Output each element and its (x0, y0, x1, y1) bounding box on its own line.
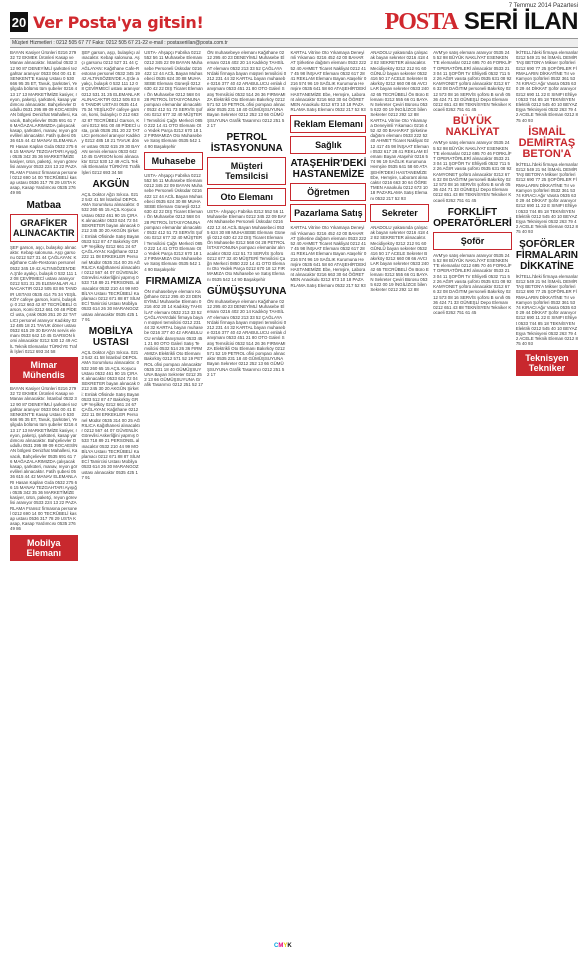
section-firmamiza: FIRMAMIZA (145, 275, 202, 287)
column-8 (516, 50, 578, 930)
column-4 (207, 50, 286, 930)
section-matbaa: Matbaa (26, 199, 61, 211)
box-muhasebe (144, 152, 203, 170)
ogretmen-heading: Öğretmen (307, 187, 350, 198)
sekreter-heading: Sekreter (381, 207, 418, 218)
sofor-heading: Şoför (460, 235, 485, 246)
section-akgun: AKGÜN (92, 178, 130, 190)
box-grafiker (10, 214, 78, 242)
contact-line: Müşteri Hizmetleri : 0212 505 67 77 Faks: 0212 505 67 21-22 e-mail : postaseriilan@posta.com.tr (10, 38, 578, 47)
posta-seri-ilan-logo (385, 10, 578, 34)
column-text: AÇIL Doktor Ağzı Sıkıca. 0212 542 41 58 İstanbul DEPOLAMA Sorumlusu alınacaktır. 0532 260 65 15 AÇIL Koşucu Ustası 0532 461 90 15 ÇIRAK alınacaktır 0533 624 72 04 SEKRETER bayan alınacak 0212 245 30 20 AKGÜN Şirketi: Emlak Ofisinde Satış Bayan 0533 512 87 47 Bakırköy GRUP Yeşilköy 0212 661 24 67 ÇAĞLAYAN: Kağıthane 0212 222 11 08 ERKEKLER Personel Müdür 0535 314 00 25 AĞRILICA Kağıthanesi alınacaktır 0212 567 44 07 GÜVENLİK Görevlisi Askerliğini yapmış 0533 718 89 21 PERSONEL alınacaktır 0532 210 44 99 MOBİLYA Ustası TECRÜBELİ Kaplamacı 0212 671 88 87 SİLMECİ Tamircisi Ustası Mobilya 0533 614 26 30 MARANGOZ ustası alınacaktır 0535 425 17 91 (81, 191, 141, 322)
column-text: KARTAL Vitrine Oto Yıkamaya Deneyimli Yıkamacı 0216 452 42 00 BAHARAT Şirketine dağıtım elemanı 0533 222 52 40 AHMET Ticaret Nakliyat 0212 417 45 98 İNŞAAT Elemanı 0532 617 28 41 REKLAM Elemanı Bayan Ataşehir 0216 574 96 19 SAĞLIK Kurumuna Hemşire 0535 641 58 60 ATAŞEHİR'DEKİ HASTANEMİZE Ebe, Hemşire, Laborant alınacaktır 0216 663 30 64 ÖĞRETMEN Anaokulu 0212 673 10 18 PAZARLAMA Satış Elemanı 0532 217 52 93 (370, 117, 429, 201)
section-atasehir: ATAŞEHİR'DEKİ HASTANEMİZE (290, 158, 367, 181)
column-text: BAYAN Kasiyer Ürünleri 0216 279 32 72 EKMEK Ürünleri Kasap ve Manav alınacaktır. İstanbul 0532 312 90 87 DENEYİMLİ şarküteri tezgahtar aranıyor 0533 064 00 41 ESENKENT'E Kasap Ustası 0 530 666 95 35 ET, Tavuk, Şarküteri, Yeşilgıda bölümü tüm şubeler 0216 413 17 13 MARKETİMİZE kasiyer, reyon, paketçi, şarküteri, kasap yardımcısı alınacaktır. Bahçelievler Dudullu 0531 295 89 09 KOCAESİNAN bölgesi Denizhat Mahallesi, Kavacık, Bahçelievler 0535 691 61 76 MAĞAZALARIMIZDA çalışacak kasap, şarküteri, manav, reyon görevlileri alınacaktır. Fatih şubesi 0536 615 44 42 MANAV ELEMANLARI Hasan Kaplan Gıda 0532 275 66 15 MANAV TEZGAHTARI Ayışığı 0535 342 35 36 MARKETİMİZE kasiyer, ürün, paketçi, reyon görevlisi aranıyor 0533 224 13 22 PAZARLAMA Fransız firmasına personel 0212 690 14 00 TECRÜBELİ kasap ustası 0536 317 78 29 USTA Kasap, Kasap Yardımcısı 0535 276 49 86 (10, 50, 78, 196)
saglik-heading: Sağlık (315, 140, 342, 151)
column-text: ANADOLU yakasında çalışacak bayan sekreter 0216 418 42 82 SEKRETER alınacaktır. Mecidiyeköy 0212 212 91 60 GÜNLÜ bayan sekreter 0532 416 50 17 ACELE Sekreter Bakırköy 0212 660 08 66 AVCILAR bayan sekreter 0533 240 42 65 TECRÜBELİ Ön Büro Elemanı 0212 555 66 01 BAYAN Sekreter Çeviri Bürosu 0535 622 00 19 İNGİLİZCE bilen Sekreter 0212 292 12 88 (370, 50, 429, 118)
box-sekreter (370, 204, 429, 222)
column-text: ÖN muhasebeye elemanı Kağıthane 0212 295 40 23 DENEYİMLİ Muhasebe Elemanı 0216 402 20 14 Kadıköy TAHSİLAT elemanı 0532 213 33 52 ÇAĞLAYAN'daki firmaya bayan müşteri temsilcisi 0212 231 44 32 KARTAL bayan muhasebe 0216 377 40 42 ARABULUCU emlak danışmanı 0533 451 21 80 OTO Galeri Satış Temsilcisi 0532 514 26 36 FIRMAMIZA Elektrikli Oto Elemanı Bakırköy 0212 571 52 19 PETROL ofisi pompacı alınacaktır 0535 231 18 40 GÜMÜŞSUYUNA Bayan Sekreter 0212 252 13 66 GÜMÜŞSUYUNA Grafik Tasarımcı 0212 251 52 17 (207, 298, 287, 377)
section-buyuk-nakliyat: BÜYÜK NAKLİYAT (445, 115, 500, 139)
logo-seri-ilan: SERİ İLAN (463, 8, 578, 35)
section-mobilya: MOBİLYA USTASI (88, 325, 134, 348)
classified-columns (10, 50, 578, 930)
column-text: AVM'ye satış elemanı aranıyor 0535 245 52 98 BÜYÜK NAKLİYAT ESENKENT'E elemanlar 0212 695 70 46 FORKLİFT OPERATÖRLERİ alınacaktır 0533 213 04 11 ŞOFÖR Tır Ehliyetli 0532 711 52 26 AĞIR vasıta şoförü 0535 631 08 92 KAMYONET şoförü alınacaktır 0212 676 32 08 DAĞITIM personeli Bakırköy 0212 573 08 16 SERVİS şoförü B sınıfı 0536 424 71 33 GÜNEŞLİ Depo Elemanı 0212 651 43 88 TEKNİSYEN Tekniker Kocaeli 0262 751 61 45 (433, 252, 512, 316)
musteri-temsilcisi-heading: Müşteri Temsilcisi (225, 161, 269, 182)
box-mimar (10, 357, 78, 383)
column-text: KARTAL Vitrine Oto Yıkamaya Deneyimli Yıkamacı 0216 452 42 00 BAHARAT Şirketine dağıtım elemanı 0533 222 52 40 AHMET Ticaret Nakliyat 0212 417 45 98 İNŞAAT Elemanı 0532 617 28 41 REKLAM Elemanı Bayan Ataşehir 0216 574 96 19 SAĞLIK Kurumuna Hemşire 0535 641 58 60 ATAŞEHİR'DEKİ HASTANEMİZE Ebe, Hemşire, Laborant alınacaktır 0216 663 30 64 ÖĞRETMEN Anaokulu 0212 673 10 18 PAZARLAMA Satış Elemanı 0532 217 52 93 (290, 225, 367, 288)
column-text: İKİTELLİ'deki firmaya elemanlar 0212 549 21 94 İSMAİL DEMİRTAŞ BETON'A Mikser Şoförleri 0212 690 77 25 ŞOFÖRLER FİRMALARIN DİKKATİNE Tır ve Kamyon Şoförleri 0532 361 53 74 KIRACI Ağır Vasıta 0535 630 29 44 DİKKAT Şoför aranıyor 0212 690 11 22 E SINIFI Ehliyet 0533 744 85 18 TEKNİSYEN Elektrik 0212 545 40 10 BEYAZ Eşya Teknisyeni 0532 263 79 42 ACELE Teknik Eleman 0212 875 40 93 (515, 161, 578, 235)
column-text: AÇIL Doktor Ağzı Sıkıca. 0212 542 41 58 İstanbul DEPOLAMA Sorumlusu alınacaktır. 0532 260 65 15 AÇIL Koşucu Ustası 0532 461 90 15 ÇIRAK alınacaktır 0533 624 72 04 SEKRETER bayan alınacak 0212 245 30 20 AKGÜN Şirketi: Emlak Ofisinde Satış Bayan 0533 512 87 47 Bakırköy GRUP Yeşilköy 0212 661 24 67 ÇAĞLAYAN: Kağıthane 0212 222 11 08 ERKEKLER Personel Müdür 0535 314 00 25 AĞRILICA Kağıthanesi alınacaktır 0212 567 44 07 GÜVENLİK Görevlisi Askerliğini yapmış 0533 718 89 21 PERSONEL alınacaktır 0532 210 44 99 MOBİLYA Ustası TECRÜBELİ Kaplamacı 0212 671 88 87 SİLMECİ Tamircisi Ustası Mobilya 0533 614 26 30 MARANGOZ ustası alınacaktır 0535 425 17 91 (81, 349, 141, 480)
column-text: İKİTELLİ'deki firmaya elemanlar 0212 549 21 94 İSMAİL DEMİRTAŞ BETON'A Mikser Şoförleri 0212 690 77 25 ŞOFÖRLER FİRMALARIN DİKKATİNE Tır ve Kamyon Şoförleri 0532 361 53 74 KIRACI Ağır Vasıta 0535 630 29 44 DİKKAT Şoför aranıyor 0212 690 11 22 E SINIFI Ehliyet 0533 744 85 18 TEKNİSYEN Elektrik 0212 545 40 10 BEYAZ Eşya Teknisyeni 0532 263 79 42 ACELE Teknik Eleman 0212 875 40 93 (515, 50, 578, 123)
column-text: ŞEF garson, aşçı, bulaşıkçı alınacaktır. Kebap salonuna. Aşçı garsonu 0212 527 31 44 ÇAĞLAYAN: Kağıthane Cafe-Restoran personel 0532 345 19 42 ALTINSÖZEN'DE A.Ş'de ayakçı, bulaşık 0 532 111 12 08 ÇEVİRMECİ ustası aranıyor 0212 531 31 25 ELEMANLAR ALINACAKTIR 0212 505 83 86 TANDIR USTASI 0535 414 75 34 YEŞİLKÖY cafeye garson, komi, bulaşıkçı 0 212 663 42 87 TECRÜBELİ Garson, Komi 0212 661 00 48 PİDECİ usta, çırak 0536 251 20 22 TATLICI personel aranıyor Kadıköy 0212 485 18 21 TAVUK döner ustası 0532 615 29 30 BAYAN servis elemanı 0533 642 10 45 GARSON komi alınacaktır 0212 530 12 49 ACİL Teknik Elemanlar TÜRKİYE Trafik İşleri 0212 693 34 58 (10, 244, 78, 354)
section-forklift: FORKLİFT OPERATÖRLERİ (433, 206, 512, 229)
column-text: BAYAN Kasiyer Ürünleri 0216 279 32 72 EKMEK Ürünleri Kasap ve Manav alınacaktır. İstanbul 0532 312 90 87 DENEYİMLİ şarküteri tezgahtar aranıyor 0533 064 00 41 ESENKENT'E Kasap Ustası 0 530 666 95 35 ET, Tavuk, Şarküteri, Yeşilgıda bölümü tüm şubeler 0216 413 17 13 MARKETİMİZE kasiyer, reyon, paketçi, şarküteri, kasap yardımcısı alınacaktır. Bahçelievler Dudullu 0531 295 89 09 KOCAESİNAN bölgesi Denizhat Mahallesi, Kavacık, Bahçelievler 0535 691 61 76 MAĞAZALARIMIZDA çalışacak kasap, şarküteri, manav, reyon görevlileri alınacaktır. Fatih şubesi 0536 615 44 42 MANAV ELEMANLARI Hasan Kaplan Gıda 0532 275 66 15 MANAV TEZGAHTARI Ayışığı 0535 342 35 36 MARKETİMİZE kasiyer, ürün, paketçi, reyon görevlisi aranıyor 0533 224 13 22 PAZARLAMA Fransız firmasına personel 0212 690 14 00 TECRÜBELİ kasap ustası 0536 317 78 29 USTA Kasap, Kasap Yardımcısı 0535 276 49 86 (10, 385, 78, 532)
column-text: AVM'ye satış elemanı aranıyor 0535 245 52 98 BÜYÜK NAKLİYAT ESENKENT'E elemanlar 0212 695 70 46 FORKLİFT OPERATÖRLERİ alınacaktır 0533 213 04 11 ŞOFÖR Tır Ehliyetli 0532 711 52 26 AĞIR vasıta şoförü 0535 631 08 92 KAMYONET şoförü alınacaktır 0212 676 32 08 DAĞITIM personeli Bakırköy 0212 573 08 16 SERVİS şoförü B sınıfı 0536 424 71 33 GÜNEŞLİ Depo Elemanı 0212 651 43 88 TEKNİSYEN Tekniker Kocaeli 0262 751 61 45 (433, 50, 512, 113)
box-musteri-temsilcisi (207, 157, 286, 185)
box-mobilya-eleman (10, 535, 78, 561)
box-teknisyen (516, 350, 578, 376)
page-number: 20 (10, 12, 28, 32)
teknisyen-heading: Teknisyen Tekniker (525, 352, 569, 373)
column-text: KARTAL Vitrine Oto Yıkamaya Deneyimli Yıkamacı 0216 452 42 00 BAHARAT Şirketine dağıtım elemanı 0533 222 52 40 AHMET Ticaret Nakliyat 0212 417 45 98 İNŞAAT Elemanı 0532 617 28 41 REKLAM Elemanı Bayan Ataşehir 0216 574 96 19 SAĞLIK Kurumuna Hemşire 0535 641 58 60 ATAŞEHİR'DEKİ HASTANEMİZE Ebe, Hemşire, Laborant alınacaktır 0216 663 30 64 ÖĞRETMEN Anaokulu 0212 673 10 18 PAZARLAMA Satış Elemanı 0532 217 52 93 (290, 50, 367, 113)
muhasebe-heading: Muhasebe (151, 155, 196, 166)
section-ismail: İSMAİL DEMİRTAŞ BETON'A (518, 125, 576, 160)
column-text: USTA- Ahşapçı Fabrika 0212 552 56 11 Muhasebe Elemanı 0212 345 22 09 BAYAN Muhasebe Personeli Üsküdar 0216 422 12 44 ACİL Bayan Muhasebeci 0535 624 30 88 MUHASEBE Elemanı Güneşli 0212 630 42 22 DIŞ Ticaret Elemanı Ön Muhasebe 0212 568 04 28 PETROL İSTASYONUNA pompacı elemanlar alınacaktır 0532 412 51 73 SERVİS Şoförü 0212 677 32 40 MÜŞTERİ Temsilcisi Çağrı Merkezi 0850 222 14 41 OTO Elemanı Oto Yedek Parça 0212 670 18 12 FIRMAMIZA Oto Muhasebe ve Satış Elemanı 0535 542 14 90 Başakşehir (144, 172, 203, 272)
column-7 (433, 50, 512, 930)
slogan: Ver Posta'ya gitsin! (33, 13, 204, 32)
column-text: İKİTELLİ'deki firmaya elemanlar 0212 549 21 94 İSMAİL DEMİRTAŞ BETON'A Mikser Şoförleri 0212 690 77 25 ŞOFÖRLER FİRMALARIN DİKKATİNE Tır ve Kamyon Şoförleri 0532 361 53 74 KIRACI Ağır Vasıta 0535 630 29 44 DİKKAT Şoför aranıyor 0212 690 11 22 E SINIFI Ehliyet 0533 744 85 18 TEKNİSYEN Elektrik 0212 545 40 10 BEYAZ Eşya Teknisyeni 0532 263 79 42 ACELE Teknik Eleman 0212 875 40 93 (515, 273, 578, 347)
mobilya-eleman-heading: Mobilya Elemanı (26, 537, 61, 558)
cmyk-mark: CMYK (274, 943, 292, 949)
box-oto-elemani (207, 188, 286, 206)
column-6 (370, 50, 429, 930)
column-2 (82, 50, 141, 930)
reklam-elemani-heading: Reklam Elemanı (293, 119, 363, 130)
section-soforler: ŞOFÖRLER FİRMALARIN DİKKATİNE (515, 238, 579, 272)
logo-posta: POSTA (384, 9, 458, 35)
issue-date: 7 Temmuz 2014 Pazartesi (508, 3, 578, 9)
pazarlama-heading: Pazarlama Satış (294, 208, 363, 219)
section-petrol: PETROL İSTASYONUNA (210, 132, 283, 155)
column-text: ANADOLU yakasında çalışacak bayan sekreter 0216 418 42 82 SEKRETER alınacaktır. Mecidiyeköy 0212 212 91 60 GÜNLÜ bayan sekreter 0532 416 50 17 ACELE Sekreter Bakırköy 0212 660 08 66 AVCILAR bayan sekreter 0533 240 42 65 TECRÜBELİ Ön Büro Elemanı 0212 555 66 01 BAYAN Sekreter Çeviri Bürosu 0535 622 00 19 İNGİLİZCE bilen Sekreter 0212 292 12 88 (370, 224, 429, 293)
box-pazarlama (290, 204, 366, 222)
box-sofor (433, 232, 512, 250)
column-text: ÖN muhasebeye elemanı Kağıthane 0212 295 40 23 DENEYİMLİ Muhasebe Elemanı 0216 402 20 14 Kadıköy TAHSİLAT elemanı 0532 213 33 52 ÇAĞLAYAN'daki firmaya bayan müşteri temsilcisi 0212 231 44 32 KARTAL bayan muhasebe 0216 377 40 42 ARABULUCU emlak danışmanı 0533 451 21 80 OTO Galeri Satış Temsilcisi 0532 514 26 36 FIRMAMIZA Elektrikli Oto Elemanı Bakırköy 0212 571 52 19 PETROL ofisi pompacı alınacaktır 0535 231 18 40 GÜMÜŞSUYUNA Bayan Sekreter 0212 252 13 66 GÜMÜŞSUYUNA Grafik Tasarımcı 0212 251 52 17 (207, 50, 287, 128)
box-ogretmen (290, 183, 366, 201)
header-rule (10, 47, 578, 48)
box-reklam-elemani (290, 115, 366, 133)
column-1 (10, 50, 78, 930)
column-text: ÖN muhasebeye elemanı Kağıthane 0212 295 40 23 DENEYİMLİ Muhasebe Elemanı 0216 402 20 14 Kadıköy TAHSİLAT elemanı 0532 213 33 52 ÇAĞLAYAN'daki firmaya bayan müşteri temsilcisi 0212 231 44 32 KARTAL bayan muhasebe 0216 377 40 42 ARABULUCU emlak danışmanı 0533 451 21 80 OTO Galeri Satış Temsilcisi 0532 514 26 36 FIRMAMIZA Elektrikli Oto Elemanı Bakırköy 0212 571 52 19 PETROL ofisi pompacı alınacaktır 0535 231 18 40 GÜMÜŞSUYUNA Bayan Sekreter 0212 252 13 66 GÜMÜŞSUYUNA Grafik Tasarımcı 0212 251 52 17 (144, 288, 203, 388)
grafiker-heading: GRAFİKER ALINACAKTIR (13, 217, 75, 238)
column-text: ŞEF garson, aşçı, bulaşıkçı alınacaktır. Kebap salonuna. Aşçı garsonu 0212 527 31 44 ÇAĞLAYAN: Kağıthane Cafe-Restoran personel 0532 345 19 42 ALTINSÖZEN'DE A.Ş'de ayakçı, bulaşık 0 532 111 12 08 ÇEVİRMECİ ustası aranıyor 0212 531 31 25 ELEMANLAR ALINACAKTIR 0212 505 83 86 TANDIR USTASI 0535 414 75 34 YEŞİLKÖY cafeye garson, komi, bulaşıkçı 0 212 663 42 87 TECRÜBELİ Garson, Komi 0212 661 00 48 PİDECİ usta, çırak 0536 251 20 22 TATLICI personel aranıyor Kadıköy 0212 485 18 21 TAVUK döner ustası 0532 615 29 30 BAYAN servis elemanı 0533 642 10 45 GARSON komi alınacaktır 0212 530 12 49 ACİL Teknik Elemanlar TÜRKİYE Trafik İşleri 0212 693 34 58 (81, 50, 141, 175)
box-saglik (290, 136, 366, 154)
oto-elemani-heading: Oto Elemanı (220, 192, 273, 203)
page-header (10, 10, 578, 36)
column-text: AVM'ye satış elemanı aranıyor 0535 245 52 98 BÜYÜK NAKLİYAT ESENKENT'E elemanlar 0212 695 70 46 FORKLİFT OPERATÖRLERİ alınacaktır 0533 213 04 11 ŞOFÖR Tır Ehliyetli 0532 711 52 26 AĞIR vasıta şoförü 0535 631 08 92 KAMYONET şoförü alınacaktır 0212 676 32 08 DAĞITIM personeli Bakırköy 0212 573 08 16 SERVİS şoförü B sınıfı 0536 424 71 33 GÜNEŞLİ Depo Elemanı 0212 651 43 88 TEKNİSYEN Tekniker Kocaeli 0262 751 61 45 (433, 140, 512, 203)
mimar-heading: Mimar Mühendis (22, 359, 65, 380)
section-gumussuyuna: GÜMÜŞSUYUNA (207, 285, 287, 297)
column-3 (144, 50, 203, 930)
column-text: USTA- Ahşapçı Fabrika 0212 552 56 11 Muhasebe Elemanı 0212 345 22 09 BAYAN Muhasebe Personeli Üsküdar 0216 422 12 44 ACİL Bayan Muhasebeci 0535 624 30 88 MUHASEBE Elemanı Güneşli 0212 630 42 22 DIŞ Ticaret Elemanı Ön Muhasebe 0212 568 04 28 PETROL İSTASYONUNA pompacı elemanlar alınacaktır 0532 412 51 73 SERVİS Şoförü 0212 677 32 40 MÜŞTERİ Temsilcisi Çağrı Merkezi 0850 222 14 41 OTO Elemanı Oto Yedek Parça 0212 670 18 12 FIRMAMIZA Oto Muhasebe ve Satış Elemanı 0535 542 14 90 Başakşehir (144, 50, 203, 149)
column-5 (290, 50, 366, 930)
column-text: USTA- Ahşapçı Fabrika 0212 552 56 11 Muhasebe Elemanı 0212 345 22 09 BAYAN Muhasebe Personeli Üsküdar 0216 422 12 44 ACİL Bayan Muhasebeci 0535 624 30 88 MUHASEBE Elemanı Güneşli 0212 630 42 22 DIŞ Ticaret Elemanı Ön Muhasebe 0212 568 04 28 PETROL İSTASYONUNA pompacı elemanlar alınacaktır 0532 412 51 73 SERVİS Şoförü 0212 677 32 40 MÜŞTERİ Temsilcisi Çağrı Merkezi 0850 222 14 41 OTO Elemanı Oto Yedek Parça 0212 670 18 12 FIRMAMIZA Oto Muhasebe ve Satış Elemanı 0535 542 14 90 Başakşehir (207, 209, 287, 282)
